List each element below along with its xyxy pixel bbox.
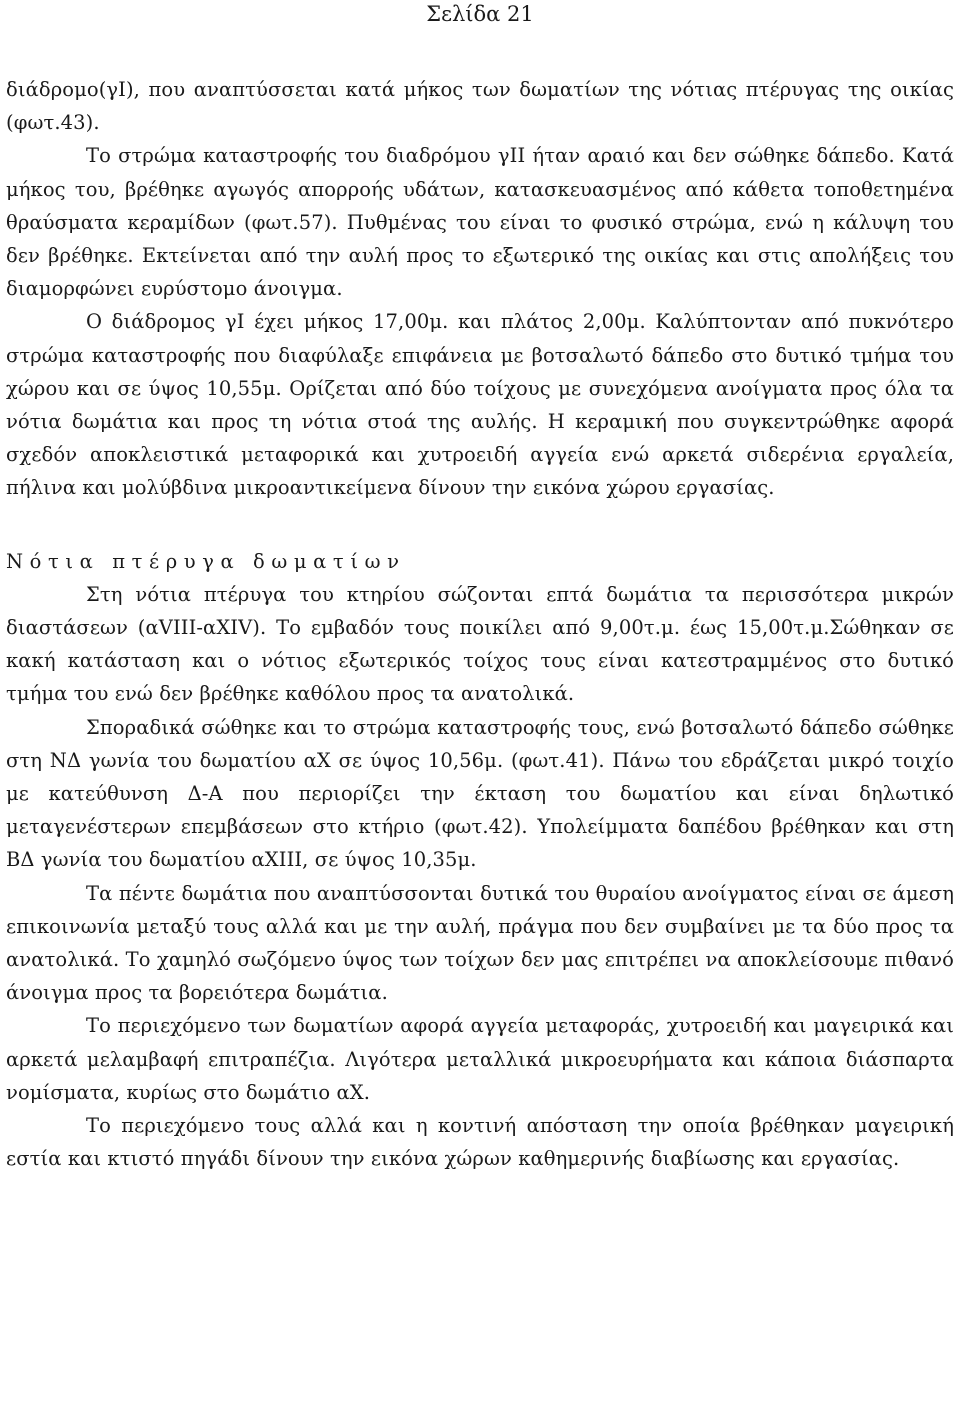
section-spacer	[6, 505, 954, 545]
paragraph-destruction-layer: Σποραδικά σώθηκε και το στρώμα καταστροφής τους, ενώ βοτσαλωτό δάπεδο σώθηκε στη ΝΔ γωνία του δωματίου αX σε ύψος 10,56μ. (φωτ.41). Πάνω του εδράζεται μικρό τοιχίο με κατεύθυνση Δ-Α που περιορίζει την έκταση του δωματίου και είναι δηλωτικό μεταγενέστερων επεμβάσεων στο κτήριο (φωτ.42). Υπολείμματα δαπέδου βρέθηκαν και στη ΒΔ γωνία του δωματίου αXIII, σε ύψος 10,35μ.	[6, 715, 954, 872]
section-heading-south-wing: Νότια πτέρυγα δωματίων	[6, 549, 406, 573]
page-number-header: Σελίδα 21	[426, 2, 534, 26]
paragraph-corridor-gII: Το στρώμα καταστροφής του διαδρόμου γII ήταν αραιό και δεν σώθηκε δάπεδο. Κατά μήκος του, βρέθηκε αγωγός απορροής υδάτων, κατασκευασμένος από κάθετα τοποθετημένα θραύσματα κεραμίδων (φωτ.57). Πυθμένας του είναι το φυσικό στρώμα, ενώ η κάλυψη του δεν βρέθηκε. Εκτείνεται από την αυλή προς το εξωτερικό της οικίας και στις απολήξεις του διαμορφώνει ευρύστομο άνοιγμα.	[6, 144, 954, 301]
paragraph-south-wing-rooms: Στη νότια πτέρυγα του κτηρίου σώζονται επτά δωμάτια τα περισσότερα μικρών διαστάσεων (αVIII-αXIV). Το εμβαδόν τους ποικίλει από 9,00τ.μ. έως 15,00τ.μ.Σώθηκαν σε κακή κατάσταση και ο νότιος εξωτερικός τοίχος τους είναι κατεστραμμένος στο δυτικό τμήμα του ενώ δεν βρέθηκε καθόλου προς τα ανατολικά.	[6, 582, 954, 706]
paragraph-daily-life: Το περιεχόμενο τους αλλά και η κοντινή απόσταση την οποία βρέθηκαν μαγειρική εστία και κτιστό πηγάδι δίνουν την εικόνα χώρων καθημερινής διαβίωσης και εργασίας.	[6, 1114, 954, 1171]
document-page	[6, 0, 954, 1176]
paragraph-corridor-gI: Ο διάδρομος γI έχει μήκος 17,00μ. και πλάτος 2,00μ. Καλύπτονταν από πυκνότερο στρώμα καταστροφής που διαφύλαξε επιφάνεια με βοτσαλωτό δάπεδο στο δυτικό τμήμα του χώρου και σε ύψος 10,55μ. Ορίζεται από δύο τοίχους με συνεχόμενα ανοίγματα προς όλα τα νότια δωμάτια και προς τη νότια στοά της αυλής. Η κεραμική που συγκεντρώθηκε αφορά σχεδόν αποκλειστικά μεταφορικά και χυτροειδή αγγεία ενώ αρκετά σιδερένια εργαλεία, πήλινα και μολύβδινα μικροαντικείμενα δίνουν την εικόνα χώρου εργασίας.	[6, 310, 954, 500]
paragraph-west-rooms: Τα πέντε δωμάτια που αναπτύσσονται δυτικά του θυραίου ανοίγματος είναι σε άμεση επικοινωνία μεταξύ τους αλλά και με την αυλή, πράγμα που δεν συμβαίνει με τα δύο προς τα ανατολικά. Το χαμηλό σωζόμενο ύψος των τοίχων δεν μας επιτρέπει να αποκλείσουμε πιθανό άνοιγμα προς τα βορειότερα δωμάτια.	[6, 881, 954, 1005]
paragraph-room-contents: Το περιεχόμενο των δωματίων αφορά αγγεία μεταφοράς, χυτροειδή και μαγειρικά και αρκετά μελαμβαφή επιτραπέζια. Λιγότερα μεταλλικά μικροευρήματα και κάποια διάσπαρτα νομίσματα, κυρίως στο δωμάτιο αX.	[6, 1014, 954, 1104]
paragraph-corridor-intro: διάδρομο(γI), που αναπτύσσεται κατά μήκος των δωματίων της νότιας πτέρυγας της οικίας (φωτ.43).	[6, 78, 954, 135]
